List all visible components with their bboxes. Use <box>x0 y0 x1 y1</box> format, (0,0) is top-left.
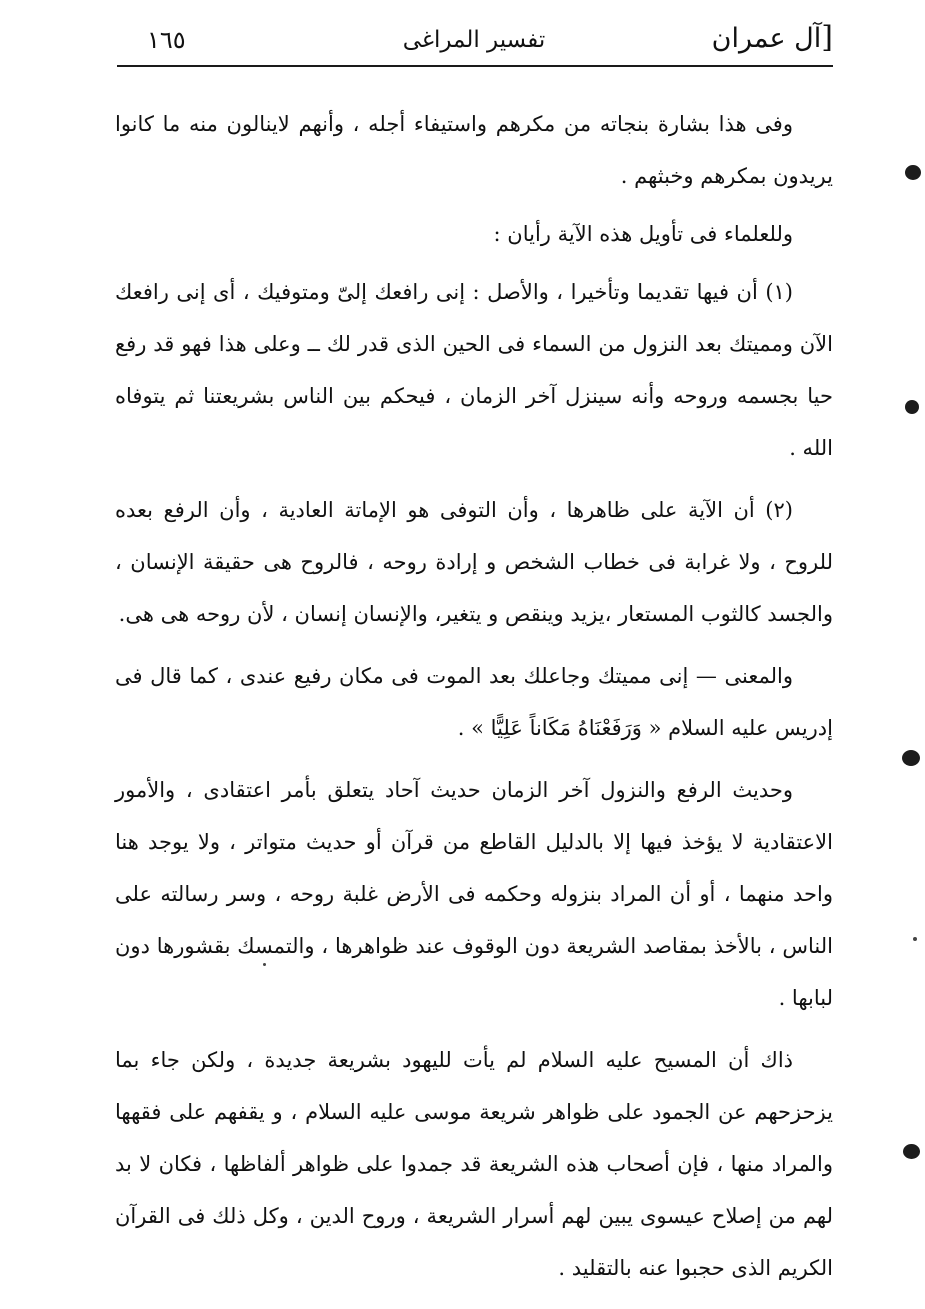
paragraph-meaning: والمعنى — إنى مميتك وجاعلك بعد الموت فى مكان رفيع عندى ، كما قال فى إدريس عليه السلام « وَرَفَعْنَاهُ مَكَاناً عَلِيًّا » . <box>115 664 833 740</box>
margin-mark <box>905 400 919 414</box>
paragraph-two-views: وللعلماء فى تأويل هذه الآية رأيان : <box>493 222 793 246</box>
margin-speck <box>913 937 917 941</box>
paragraph-view-two: (٢) أن الآية على ظاهرها ، وأن التوفى هو الإماتة العادية ، وأن الرفع بعده للروح ، ولا غرابة فى خطاب الشخص و إرادة روحه ، فالروح هى حقيقة الإنسان ، والجسد كالثوب المستعار ،يزيد وينقص و يتغير، والإنسان إنسان ، لأن روحه هى هى. <box>115 498 833 626</box>
margin-mark <box>903 1144 920 1159</box>
book-title: تفسير المراغى <box>402 27 546 53</box>
paragraph-view-one: (١) أن فيها تقديما وتأخيرا ، والأصل : إنى رافعك إلىّ ومتوفيك ، أى إنى رافعك الآن ومميتك بعد النزول من السماء فى الحين الذى قدر لك ــ وعلى هذا فهو قد رفع حيا بجسمه وروحه وأنه سينزل آخر الزمان ، فيحكم بين الناس بشريعتنا ثم يتوفاه الله . <box>115 280 833 460</box>
margin-mark <box>905 165 921 180</box>
surah-name-text: آل عمران <box>711 23 822 54</box>
page-body <box>115 98 833 1304</box>
paragraph-hadith: وحديث الرفع والنزول آخر الزمان حديث آحاد يتعلق بأمر اعتقادى ، والأمور الاعتقادية لا يؤخذ فيها إلا بالدليل القاطع من قرآن أو حديث متواتر ، ولا يوجد هنا واحد منهما ، أو أن المراد بنزوله وحكمه فى الأرض غلبة روحه ، وسر رسالته على الناس ، بالأخذ بمقاصد الشريعة دون الوقوف عند ظواهرها ، والتمسك بقشورها دون لبابها . <box>115 778 833 1010</box>
paragraph-messiah: ذاك أن المسيح عليه السلام لم يأت لليهود بشريعة جديدة ، ولكن جاء بما يزحزحهم عن الجمود على ظواهر شريعة موسى عليه السلام ، و يقفهم على فقهها والمراد منها ، فإن أصحاب هذه الشريعة قد جمدوا على ظواهر ألفاظها ، فكان لا بد لهم من إصلاح عيسوى يبين لهم أسرار الشريعة ، وروح الدين ، وكل ذلك فى القرآن الكريم الذى حجبوا عنه بالتقليد . <box>115 1048 833 1280</box>
surah-name: [آل عمران <box>711 20 833 55</box>
header-rule <box>117 65 833 67</box>
paragraph-glad-tidings: وفى هذا بشارة بنجاته من مكرهم واستيفاء أجله ، وأنهم لاينالون منه ما كانوا يريدون بمكرهم وخبثهم . <box>115 112 833 188</box>
running-header <box>115 18 833 62</box>
page-number: ١٦٥ <box>147 26 186 54</box>
margin-speck <box>263 963 266 966</box>
margin-mark <box>902 750 920 766</box>
